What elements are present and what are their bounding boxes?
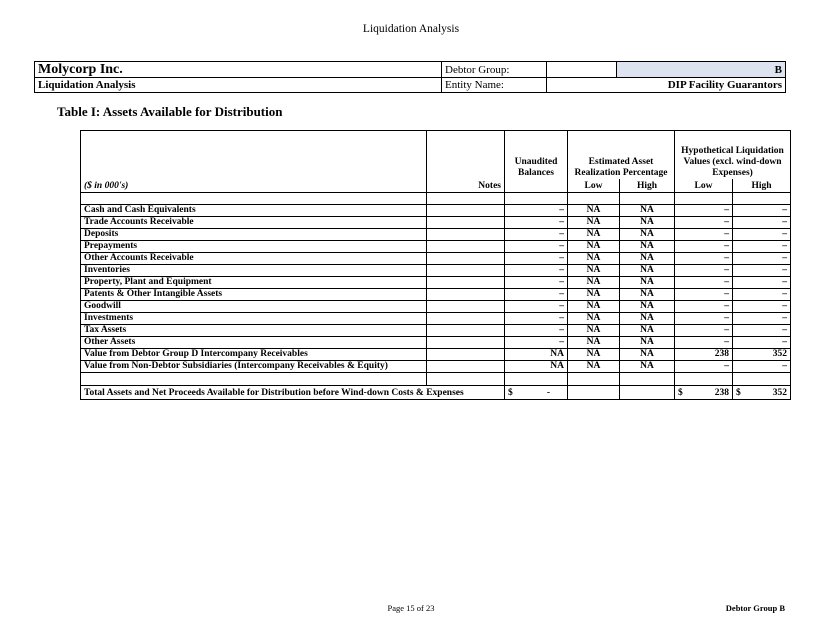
row-pct-high: NA <box>620 253 675 265</box>
row-notes <box>427 277 505 289</box>
row-val-low: – <box>675 205 733 217</box>
row-pct-low: NA <box>568 229 620 241</box>
row-pct-high: NA <box>620 349 675 361</box>
row-label: Other Assets <box>81 337 427 349</box>
table-row <box>81 241 791 253</box>
row-pct-low: NA <box>568 349 620 361</box>
row-val-high: – <box>733 217 791 229</box>
row-unaudited: – <box>505 337 568 349</box>
row-pct-high: NA <box>620 229 675 241</box>
row-val-low: – <box>675 289 733 301</box>
row-pct-high: NA <box>620 265 675 277</box>
row-pct-low: NA <box>568 361 620 373</box>
table-row <box>81 337 791 349</box>
row-val-low: – <box>675 337 733 349</box>
total-val-high <box>733 386 791 400</box>
row-notes <box>427 241 505 253</box>
document-title: Liquidation Analysis <box>362 23 460 35</box>
header-box <box>34 61 786 93</box>
row-label: Patents & Other Intangible Assets <box>81 289 427 301</box>
table-row <box>81 349 791 361</box>
row-notes <box>427 289 505 301</box>
table-row <box>81 265 791 277</box>
row-val-high: – <box>733 205 791 217</box>
pct-low-header: Low <box>568 179 620 193</box>
page-number: Page 15 of 23 <box>387 603 435 613</box>
units-label: ($ in 000's) <box>81 179 427 193</box>
header-row <box>81 131 791 180</box>
row-pct-low: NA <box>568 337 620 349</box>
total-label: Total Assets and Net Proceeds Available for Distribution before Wind-down Costs & Expenses <box>81 386 505 400</box>
row-notes <box>427 349 505 361</box>
row-pct-low: NA <box>568 313 620 325</box>
row-val-low: – <box>675 277 733 289</box>
row-pct-low: NA <box>568 205 620 217</box>
header-subtitle: Liquidation Analysis <box>35 78 442 93</box>
table-row <box>81 325 791 337</box>
entity-name-label: Entity Name: <box>442 78 547 93</box>
row-unaudited: – <box>505 229 568 241</box>
realization-header: Estimated Asset Realization Percentage <box>568 131 675 180</box>
row-notes <box>427 337 505 349</box>
row-notes <box>427 325 505 337</box>
row-notes <box>427 313 505 325</box>
row-unaudited: – <box>505 253 568 265</box>
row-notes <box>427 265 505 277</box>
spacer-row <box>81 373 791 386</box>
notes-header: Notes <box>427 179 505 193</box>
table-row <box>81 301 791 313</box>
row-unaudited: NA <box>505 349 568 361</box>
row-label: Cash and Cash Equivalents <box>81 205 427 217</box>
row-label: Tax Assets <box>81 325 427 337</box>
row-val-low: 238 <box>675 349 733 361</box>
table-row <box>81 277 791 289</box>
row-unaudited: – <box>505 325 568 337</box>
row-unaudited: – <box>505 265 568 277</box>
row-unaudited: – <box>505 217 568 229</box>
row-label: Property, Plant and Equipment <box>81 277 427 289</box>
entity-name-value: DIP Facility Guarantors <box>547 78 786 93</box>
row-val-low: – <box>675 253 733 265</box>
table-row <box>81 361 791 373</box>
row-pct-high: NA <box>620 313 675 325</box>
row-pct-high: NA <box>620 325 675 337</box>
row-val-high: – <box>733 313 791 325</box>
row-unaudited: – <box>505 277 568 289</box>
row-notes <box>427 229 505 241</box>
row-notes <box>427 217 505 229</box>
row-label: Prepayments <box>81 241 427 253</box>
row-notes <box>427 301 505 313</box>
row-notes <box>427 205 505 217</box>
row-label: Goodwill <box>81 301 427 313</box>
company-name: Molycorp Inc. <box>35 62 442 78</box>
row-label: Trade Accounts Receivable <box>81 217 427 229</box>
total-currency: $ <box>508 387 513 398</box>
row-val-low: – <box>675 265 733 277</box>
debtor-group-spacer <box>547 62 617 78</box>
row-val-high: – <box>733 253 791 265</box>
debtor-group-value: B <box>617 62 786 78</box>
row-label: Value from Debtor Group D Intercompany Receivables <box>81 349 427 361</box>
row-val-high: – <box>733 325 791 337</box>
row-val-high: – <box>733 277 791 289</box>
row-pct-high: NA <box>620 241 675 253</box>
total-high-currency: $ <box>736 387 741 398</box>
row-val-high: – <box>733 361 791 373</box>
row-val-high: – <box>733 241 791 253</box>
row-val-low: – <box>675 325 733 337</box>
row-pct-high: NA <box>620 289 675 301</box>
row-label: Other Accounts Receivable <box>81 253 427 265</box>
total-unaudited <box>505 386 568 400</box>
total-row <box>81 386 791 400</box>
row-unaudited: – <box>505 289 568 301</box>
row-pct-low: NA <box>568 277 620 289</box>
row-val-high: 352 <box>733 349 791 361</box>
section-title: Table I: Assets Available for Distribution <box>57 104 283 119</box>
row-unaudited: – <box>505 301 568 313</box>
row-pct-high: NA <box>620 361 675 373</box>
total-low-currency: $ <box>678 387 683 398</box>
val-high-header: High <box>733 179 791 193</box>
row-pct-low: NA <box>568 301 620 313</box>
row-val-high: – <box>733 289 791 301</box>
row-val-low: – <box>675 301 733 313</box>
spacer-row <box>81 193 791 205</box>
table-row <box>81 289 791 301</box>
table-row <box>81 217 791 229</box>
row-pct-low: NA <box>568 289 620 301</box>
row-unaudited: – <box>505 205 568 217</box>
row-val-low: – <box>675 361 733 373</box>
row-val-low: – <box>675 313 733 325</box>
row-val-low: – <box>675 217 733 229</box>
pct-high-header: High <box>620 179 675 193</box>
total-val-low <box>675 386 733 400</box>
total-unaudited-value: - <box>546 387 550 398</box>
row-val-low: – <box>675 229 733 241</box>
row-pct-low: NA <box>568 217 620 229</box>
row-pct-low: NA <box>568 325 620 337</box>
row-pct-high: NA <box>620 205 675 217</box>
row-label: Inventories <box>81 265 427 277</box>
row-pct-high: NA <box>620 337 675 349</box>
row-val-low: – <box>675 241 733 253</box>
row-pct-low: NA <box>568 241 620 253</box>
row-val-high: – <box>733 337 791 349</box>
row-label: Deposits <box>81 229 427 241</box>
unaudited-header: Unaudited Balances <box>505 131 568 180</box>
total-high-value: 352 <box>772 387 788 398</box>
row-notes <box>427 361 505 373</box>
row-unaudited: NA <box>505 361 568 373</box>
row-pct-low: NA <box>568 253 620 265</box>
val-low-header: Low <box>675 179 733 193</box>
footer-debtor-group: Debtor Group B <box>725 603 785 613</box>
row-label: Value from Non-Debtor Subsidiaries (Intercompany Receivables & Equity) <box>81 361 427 373</box>
table-row <box>81 229 791 241</box>
table-row <box>81 313 791 325</box>
assets-table <box>80 130 791 400</box>
table-row <box>81 253 791 265</box>
table-row <box>81 205 791 217</box>
row-label: Investments <box>81 313 427 325</box>
row-pct-high: NA <box>620 277 675 289</box>
debtor-group-label: Debtor Group: <box>442 62 547 78</box>
row-pct-low: NA <box>568 265 620 277</box>
total-low-value: 238 <box>714 387 730 398</box>
row-unaudited: – <box>505 313 568 325</box>
row-val-high: – <box>733 229 791 241</box>
row-val-high: – <box>733 265 791 277</box>
liquidation-header: Hypothetical Liquidation Values (excl. wind-down Expenses) <box>675 131 791 180</box>
row-unaudited: – <box>505 241 568 253</box>
row-val-high: – <box>733 301 791 313</box>
row-pct-high: NA <box>620 301 675 313</box>
row-notes <box>427 253 505 265</box>
row-pct-high: NA <box>620 217 675 229</box>
subheader-row <box>81 179 791 193</box>
